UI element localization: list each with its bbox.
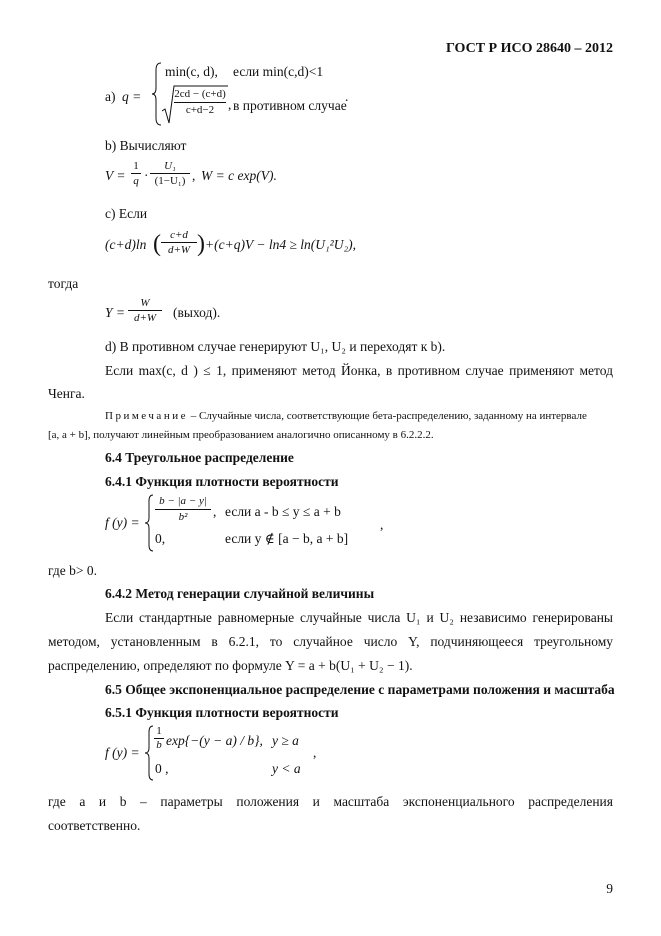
v-fraction-numerator: 1 (131, 159, 141, 174)
u1-numerator: U₁ (150, 159, 190, 174)
case2-denominator: c+d−2 (185, 104, 215, 116)
tri-numerator: b − |a − y| (155, 494, 211, 510)
page-number: 9 (606, 881, 613, 896)
expo-zero: 0 , (155, 761, 169, 776)
then-word: тогда (48, 276, 79, 291)
section-6-5-heading: 6.5 Общее экспоненциальное распределение с параметрами положения и масштаба (105, 682, 615, 697)
case1-condition: если min(c,d)<1 (233, 64, 324, 79)
tri-lhs: f (y) = (105, 515, 140, 530)
step-b-label: b) Вычисляют (105, 138, 187, 153)
condition-right: +(c+q)V − ln4 ≥ ln(U₁²U₂), (205, 237, 357, 252)
tri-condition2: если y ∉ [a − b, a + b] (225, 531, 349, 546)
tri-denominator: b² (178, 511, 188, 523)
v-equals: V = (105, 168, 126, 183)
formula-condition: (c+d)ln ( $\frac{c+d}{d+W}$ ) +(c+q)V − ln4 ≥ ln(U₁²U₂), (105, 229, 357, 257)
y-note: (выход). (173, 305, 221, 320)
expo-condition2: y < a (272, 761, 301, 776)
section-6-4-heading: 6.4 Треугольное распределение (105, 450, 294, 465)
condition-left: (c+d)ln (105, 237, 147, 252)
formula-exponential-density: f (y) = 1 b exp{−(y − a) / b}, y ≥ a 0 , y < a , (105, 725, 365, 781)
expo-condition1: y ≥ a (272, 733, 299, 748)
y-equals: Y = (105, 305, 125, 320)
note-text-line1: – Случайные числа, соответствующие бета-распределению, заданному на интервале (190, 410, 587, 422)
note-label: Примечание (105, 410, 188, 422)
paragraph-expo-line2: соответственно. (48, 818, 141, 833)
tri-zero: 0, (155, 531, 166, 546)
expo-b: b (156, 739, 162, 751)
expo-expression: exp{−(y − a) / b}, (166, 733, 263, 748)
paragraph-max-line2: Ченга. (48, 386, 85, 401)
paragraph-tri-line2: методом, установленным в 6.2.1, то случайное число Y, подчиняющееся треугольному (48, 634, 613, 649)
note-line1 (105, 409, 613, 423)
v-fraction-denominator: q (133, 175, 139, 187)
section-6-4-2-heading: 6.4.2 Метод генерации случайной величины (105, 586, 375, 601)
expo-lhs: f (y) = (105, 745, 140, 760)
step-a-label: а) (105, 89, 116, 104)
tri-condition1: если a - b ≤ y ≤ a + b (225, 504, 341, 519)
step-c-label: c) Если (105, 206, 148, 221)
left-brace-icon (152, 62, 162, 126)
note-line2: [a, a + b], получают линейным преобразованием аналогично описанному в 6.2.2.2. (48, 429, 434, 441)
condition-fraction-numerator: c+d (161, 228, 197, 243)
formula-triangular-density: f (y) = $\frac{b - |a - y|}{\text{b²}}$ , если a - b ≤ y ≤ a + b 0, если y ∉ [a − b, a + b] , (105, 494, 405, 552)
paragraph-expo-line1: где a и b – параметры положения и масштаба экспоненциального распределения (48, 794, 613, 809)
expo-one: 1 (154, 725, 164, 739)
section-6-5-1-heading: 6.5.1 Функция плотности вероятности (105, 705, 339, 720)
one-minus-u1-denominator: (1−U₁) (154, 175, 186, 187)
document-header: ГОСТ Р ИСО 28640 – 2012 (445, 41, 613, 56)
left-brace-icon (145, 494, 154, 552)
formula-y (105, 294, 305, 334)
paragraph-tri-line1: Если стандартные равномерные случайные числа U₁ и U₂ независимо генерированы (105, 610, 613, 625)
y-numerator: W (128, 296, 162, 311)
case2-numerator: 2cd − (c+d) (174, 87, 226, 103)
paragraph-max-line1: Если max(c, d ) ≤ 1, применяют метод Йонка, в противном случае применяют метод (105, 363, 613, 378)
case1-expression: min(c, d), (165, 64, 218, 79)
section-6-4-1-heading: 6.4.1 Функция плотности вероятности (105, 474, 339, 489)
step-a-period: . (345, 89, 349, 104)
formula-v: V = $\frac{1}{q}$ · $\frac{\text{U₁}}{\text{(1−U₁)}}$ , W = c exp(V). (105, 160, 277, 187)
paragraph-tri-line3: распределению, определяют по формуле Y = a + b(U₁ + U₂ − 1). (48, 658, 413, 673)
w-formula: W = c exp(V). (201, 168, 277, 183)
formula-q: а) q = min(c, d), если min(c,d)<1 $\frac{2cd - (c+d)}{c+d-2}$ , в противном случае . (105, 62, 405, 126)
case2-condition: в противном случае (233, 98, 347, 113)
q-equals: q = (122, 89, 142, 104)
condition-fraction-denominator: d+W (167, 244, 191, 256)
step-d: d) В противном случае генерируют U₁, U₂ и переходят к b). (105, 339, 446, 354)
where-b: где b> 0. (48, 563, 97, 578)
y-denominator: d+W (133, 312, 157, 324)
left-brace-icon (145, 725, 154, 781)
